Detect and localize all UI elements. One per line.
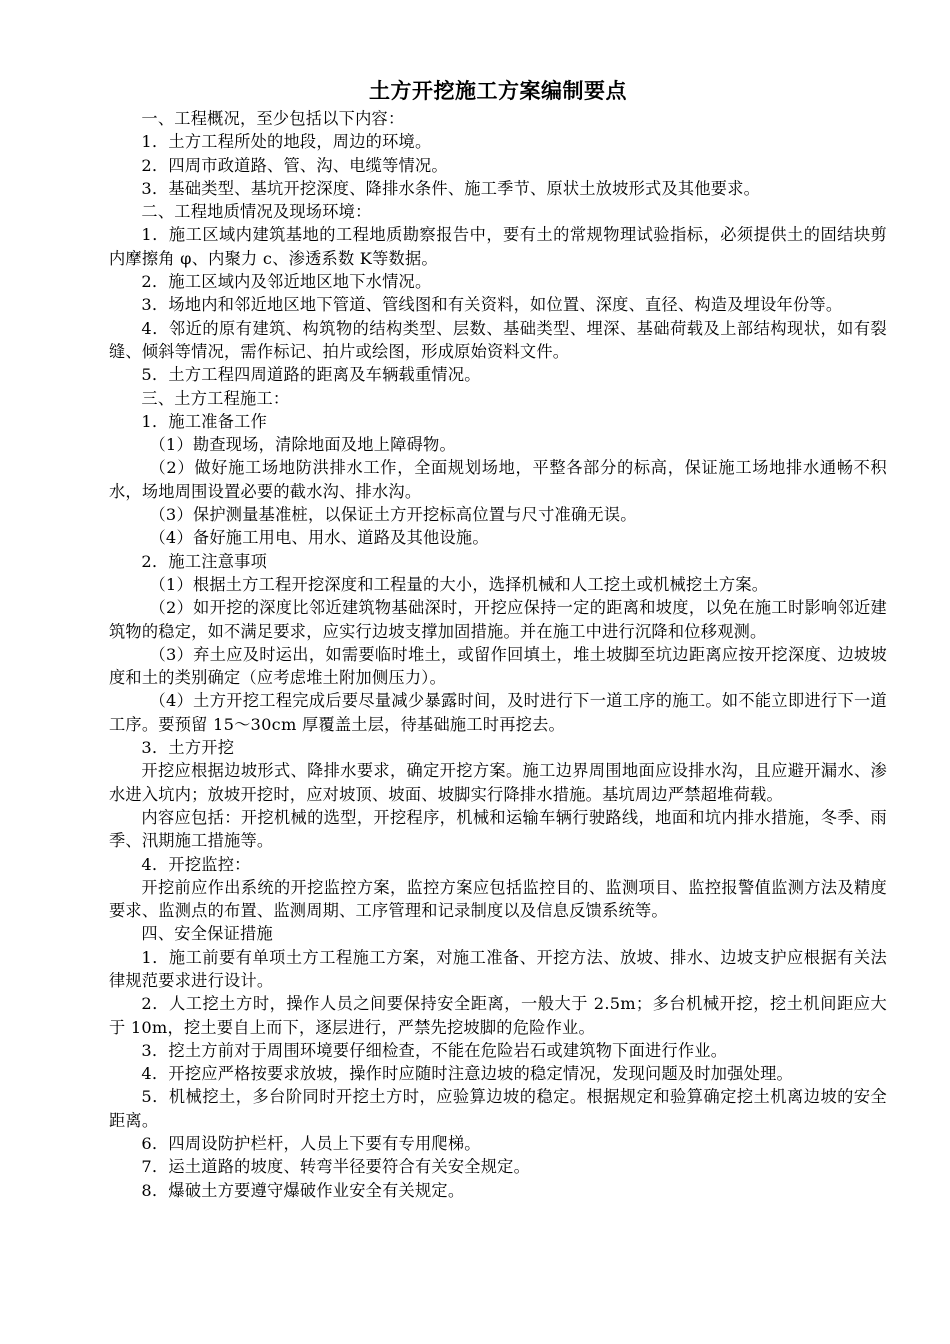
section-heading: 一、工程概况，至少包括以下内容： <box>141 109 405 128</box>
document-body <box>109 107 887 1202</box>
section-heading: 二、工程地质情况及现场环境： <box>141 202 372 222</box>
paragraph: 4．开挖应严格按要求放坡，操作时应随时注意边坡的稳定情况，发现问题及时加强处理。 <box>141 1064 793 1084</box>
paragraph: 5．土方工程四周道路的距离及车辆载重情况。 <box>141 365 481 385</box>
list-item: （1）勘查现场，清除地面及地上障碍物。 <box>149 435 456 455</box>
paragraph: 开挖前应作出系统的开挖监控方案，监控方案应包括监控目的、监测项目、监控报警值监测方法及精度要求、监测点的布置、监测周期、工序管理和记录制度以及信息反馈系统等。 <box>109 877 887 921</box>
section-heading: 四、安全保证措施 <box>141 924 273 944</box>
subsection-heading: 1．施工准备工作 <box>141 411 268 431</box>
paragraph: 1．施工区域内建筑基地的工程地质勘察报告中，要有土的常规物理试验指标，必须提供土的固结块剪内摩擦角 φ、内聚力 c、渗透系数 K等数据。 <box>109 225 887 268</box>
document-page <box>109 76 887 1202</box>
paragraph: 3．挖土方前对于周围环境要仔细检查，不能在危险岩石或建筑物下面进行作业。 <box>141 1040 728 1060</box>
section-heading: 三、土方工程施工： <box>141 388 290 408</box>
paragraph: 开挖应根据边坡形式、降排水要求，确定开挖方案。施工边界周围地面应设排水沟，且应避开漏水、渗水进入坑内；放坡开挖时，应对坡顶、坡面、坡脚实行降排水措施。基坑周边严禁超堆荷载。 <box>109 761 887 804</box>
paragraph: 6．四周设防护栏杆，人员上下要有专用爬梯。 <box>141 1134 481 1154</box>
list-item: （4）土方开挖工程完成后要尽量减少暴露时间，及时进行下一道工序的施工。如不能立即进行下一道工序。要预留 15～30cm 厚覆盖土层，待基础施工时再挖去。 <box>109 691 887 734</box>
paragraph: 5．机械挖土，多台阶同时开挖土方时，应验算边坡的稳定。根据规定和验算确定挖土机离边坡的安全距离。 <box>109 1087 887 1130</box>
subsection-heading: 3．土方开挖 <box>141 738 235 758</box>
paragraph: 2．人工挖土方时，操作人员之间要保持安全距离，一般大于 2.5m；多台机械开挖，挖土机间距应大于 10m，挖土要自上而下，逐层进行，严禁先挖坡脚的危险作业。 <box>109 994 887 1037</box>
list-item: （2）如开挖的深度比邻近建筑物基础深时，开挖应保持一定的距离和坡度，以免在施工时影响邻近建筑物的稳定，如不满足要求，应实行边坡支撑加固措施。并在施工中进行沉降和位移观测。 <box>109 598 887 641</box>
paragraph: 4．邻近的原有建筑、构筑物的结构类型、层数、基础类型、埋深、基础荷载及上部结构现状，如有裂缝、倾斜等情况，需作标记、拍片或绘图，形成原始资料文件。 <box>109 318 887 361</box>
paragraph: 1．施工前要有单项土方工程施工方案，对施工准备、开挖方法、放坡、排水、边坡支护应根据有关法律规范要求进行设计。 <box>109 947 887 990</box>
list-item: （1）根据土方工程开挖深度和工程量的大小，选择机械和人工挖土或机械挖土方案。 <box>149 574 769 594</box>
paragraph: 8．爆破土方要遵守爆破作业安全有关规定。 <box>141 1180 465 1200</box>
paragraph: 2．施工区域内及邻近地区地下水情况。 <box>141 272 432 292</box>
list-item: （3）弃土应及时运出，如需要临时堆土，或留作回填土，堆土坡脚至坑边距离应按开挖深度、边坡坡度和土的类别确定（应考虑堆土附加侧压力）。 <box>109 644 887 688</box>
paragraph: 7．运土道路的坡度、转弯半径要符合有关安全规定。 <box>141 1157 531 1177</box>
subsection-heading: 4．开挖监控： <box>141 854 251 874</box>
subsection-heading: 2．施工注意事项 <box>141 551 268 571</box>
paragraph: 2．四周市政道路、管、沟、电缆等情况。 <box>141 155 448 175</box>
list-item: （2）做好施工场地防洪排水工作，全面规划场地，平整各部分的标高，保证施工场地排水通畅不积水，场地周围设置必要的截水沟、排水沟。 <box>109 458 887 501</box>
paragraph: 内容应包括：开挖机械的选型，开挖程序，机械和运输车辆行驶路线，地面和坑内排水措施，冬季、雨季、汛期施工措施等。 <box>109 807 887 851</box>
paragraph: 3．场地内和邻近地区地下管道、管线图和有关资料，如位置、深度、直径、构造及埋设年份等。 <box>141 295 843 315</box>
paragraph: 3．基础类型、基坑开挖深度、降排水条件、施工季节、原状土放坡形式及其他要求。 <box>141 178 761 198</box>
list-item: （3）保护测量基准桩，以保证土方开挖标高位置与尺寸准确无误。 <box>149 505 637 525</box>
list-item: （4）备好施工用电、用水、道路及其他设施。 <box>149 528 489 548</box>
paragraph: 1．土方工程所处的地段，周边的环境。 <box>141 132 432 152</box>
page-title: 土方开挖施工方案编制要点 <box>369 79 627 103</box>
